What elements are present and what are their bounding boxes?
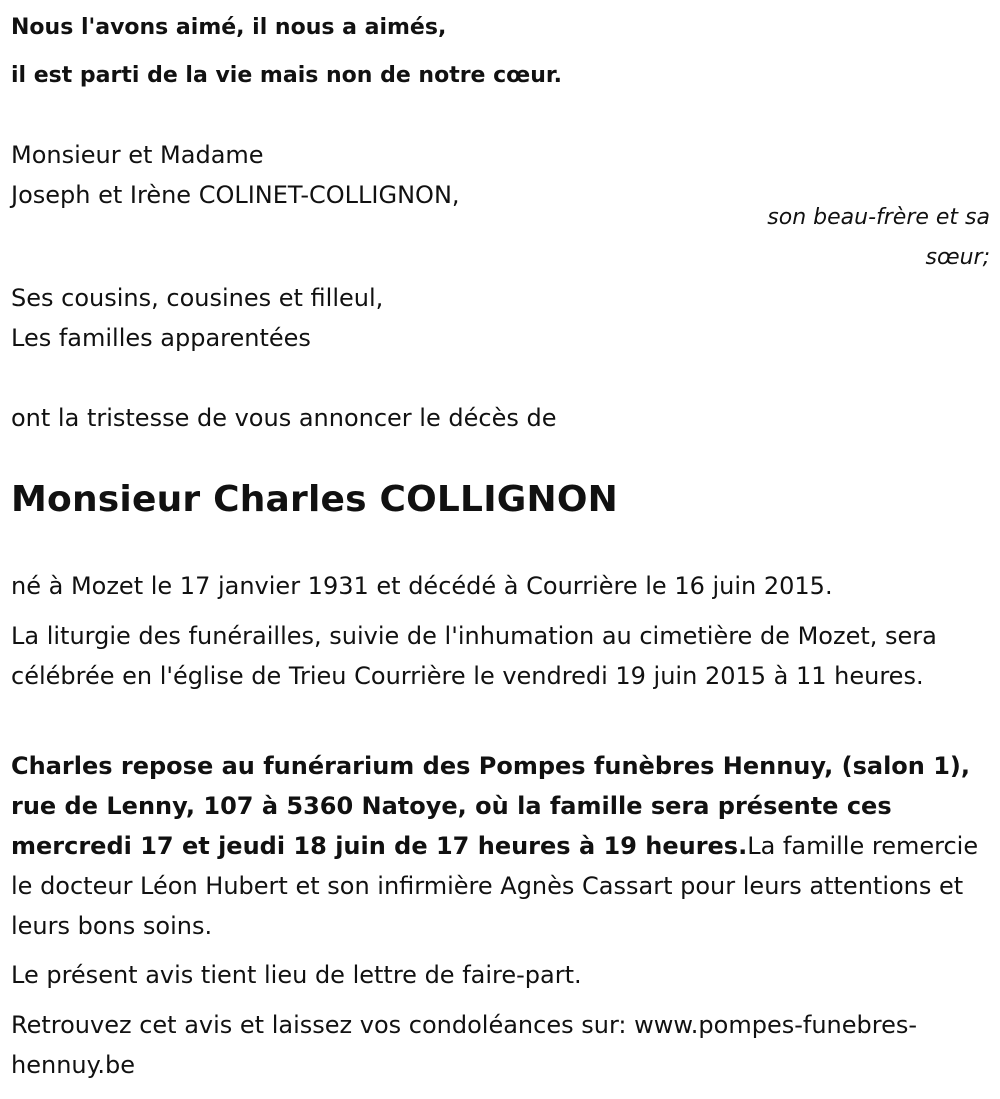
notice-text: Le présent avis tient lieu de lettre de faire-part. [11,961,582,989]
family-line-2: Joseph et Irène COLINET-COLLIGNON, [11,181,460,209]
visitation-paragraph [11,746,996,946]
birth-death-text: né à Mozet le 17 janvier 1931 et décédé à Courrière le 16 juin 2015. [11,572,833,600]
condolences-text: Retrouvez cet avis et laissez vos condoléances sur: www.pompes-funebres-hennuy.be [11,1011,918,1079]
family-line-3: Ses cousins, cousines et filleul, [11,284,384,312]
opening-quote-line-2: il est parti de la vie mais non de notre cœur. [11,63,562,88]
family-line-1: Monsieur et Madame [11,141,264,169]
deceased-name: Monsieur Charles COLLIGNON [11,479,619,520]
visitation-thanks-text: La famille remercie le docteur Léon Hubert et son infirmière Agnès Cassart pour leurs attentions et leurs bons soins. [11,832,979,940]
announcement-text: ont la tristesse de vous annoncer le décès de [11,404,557,432]
family-line-4: Les familles apparentées [11,324,311,352]
visitation-bold-text: Charles repose au funérarium des Pompes funèbres Hennuy, (salon 1), rue de Lenny, 107 à 5360 Natoye, où la famille sera présente ces mercredi 17 et jeudi 18 juin de 17 heures à 19 heures. [11,752,971,860]
opening-quote-line-1: Nous l'avons aimé, il nous a aimés, [11,15,447,40]
ceremony-text: La liturgie des funérailles, suivie de l'inhumation au cimetière de Mozet, sera célébrée en l'église de Trieu Courrière le vendredi 19 juin 2015 à 11 heures. [11,622,937,690]
relation-line-2: sœur; [925,245,990,270]
relation-line-1: son beau-frère et sa [767,205,990,230]
